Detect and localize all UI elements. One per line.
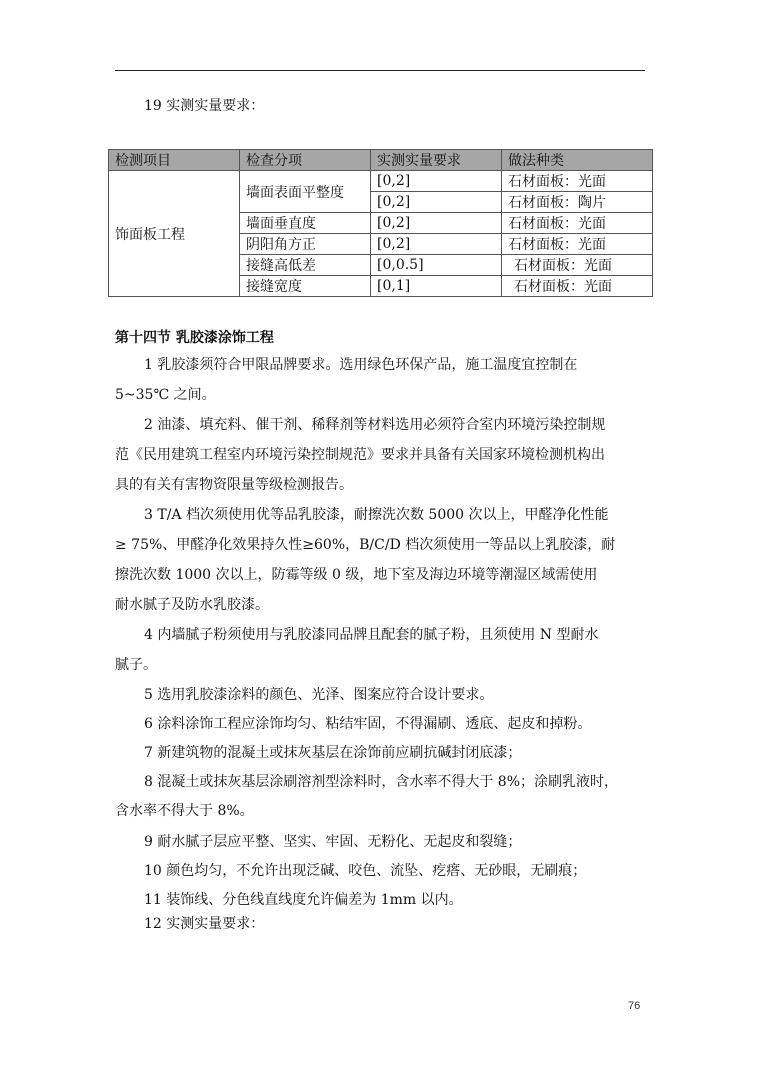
table-cell-req: [0,2] (371, 213, 502, 234)
table-cell-req: [0,2] (371, 171, 502, 192)
paragraph-line: 4 内墙腻子粉须使用与乳胶漆同品牌且配套的腻子粉，且须使用 N 型耐水 (144, 627, 599, 643)
table-cell-method: 石材面板：陶片 (502, 192, 653, 213)
section-title: 第十四节 乳胶漆涂饰工程 (115, 330, 274, 346)
table-cell-method: 石材面板：光面 (502, 234, 653, 255)
paragraph-line: ≥ 75%、甲醛净化效果持久性≥60%，B/C/D 档次须使用一等品以上乳胶漆，耐 (115, 537, 616, 553)
table-row (109, 171, 653, 192)
paragraph-line: 耐水腻子及防水乳胶漆。 (115, 597, 269, 613)
item-19: 19 实测实量要求： (144, 98, 265, 114)
table-header: 实测实量要求 (371, 150, 502, 171)
paragraph-line: 3 T/A 档次须使用优等品乳胶漆，耐擦洗次数 5000 次以上，甲醛净化性能 (144, 507, 609, 523)
header-rule (115, 70, 645, 71)
table-cell-sub: 墙面垂直度 (240, 213, 371, 234)
paragraph-line: 6 涂料涂饰工程应涂饰均匀、粘结牢固，不得漏刷、透底、起皮和掉粉。 (144, 716, 592, 732)
table-cell-category: 饰面板工程 (109, 171, 240, 297)
paragraph-line: 8 混凝土或抹灰基层涂刷溶剂型涂料时，含水率不得大于 8%；涂刷乳液时， (144, 774, 619, 790)
table-header: 检测项目 (109, 150, 240, 171)
table-cell-method: 石材面板：光面 (502, 276, 653, 297)
table-header-row (109, 150, 653, 171)
paragraph-line: 腻子。 (115, 657, 157, 673)
paragraph-line: 擦洗次数 1000 次以上，防霉等级 0 级，地下室及海边环境等潮湿区域需使用 (115, 567, 598, 583)
table-header: 做法种类 (502, 150, 653, 171)
paragraph-line: 含水率不得大于 8%。 (115, 803, 254, 819)
table-header: 检查分项 (240, 150, 371, 171)
paragraph-line: 2 油漆、填充料、催干剂、稀释剂等材料选用必须符合室内环境污染控制规 (144, 417, 606, 433)
table-cell-method: 石材面板：光面 (502, 171, 653, 192)
table-cell-sub: 接缝高低差 (240, 255, 371, 276)
table-cell-req: [0,2] (371, 234, 502, 255)
paragraph-line: 具的有关有害物资限量等级检测报告。 (115, 477, 353, 493)
paragraph-line: 范《民用建筑工程室内环境污染控制规范》要求并具备有关国家环境检测机构出 (115, 447, 605, 463)
paragraph-line: 11 装饰线、分色线直线度允许偏差为 1mm 以内。 (144, 892, 463, 908)
table-cell-method: 石材面板：光面 (502, 213, 653, 234)
table-cell-req: [0,1] (371, 276, 502, 297)
paragraph-line: 7 新建筑物的混凝土或抹灰基层在涂饰前应刷抗碱封闭底漆； (144, 745, 522, 761)
paragraph-line: 10 颜色均匀，不允许出现泛碱、咬色、流坠、疙瘩、无砂眼，无刷痕； (144, 863, 587, 879)
table-cell-method: 石材面板：光面 (502, 255, 653, 276)
paragraph-line: 5~35℃ 之间。 (115, 387, 216, 403)
table-cell-sub: 阴阳角方正 (240, 234, 371, 255)
paragraph-line: 12 实测实量要求： (144, 916, 265, 932)
paragraph-line: 5 选用乳胶漆涂料的颜色、光泽、图案应符合设计要求。 (144, 687, 494, 703)
table-cell-req: [0,2] (371, 192, 502, 213)
table-cell-req: [0,0.5] (371, 255, 502, 276)
table-cell-sub: 接缝宽度 (240, 276, 371, 297)
paragraph-line: 1 乳胶漆须符合甲限品牌要求。选用绿色环保产品，施工温度宜控制在 (144, 357, 578, 373)
measurement-table (108, 149, 653, 297)
page-number: 76 (628, 1000, 641, 1012)
table-cell-sub: 墙面表面平整度 (240, 171, 371, 213)
paragraph-line: 9 耐水腻子层应平整、坚实、牢固、无粉化、无起皮和裂缝； (144, 834, 522, 850)
